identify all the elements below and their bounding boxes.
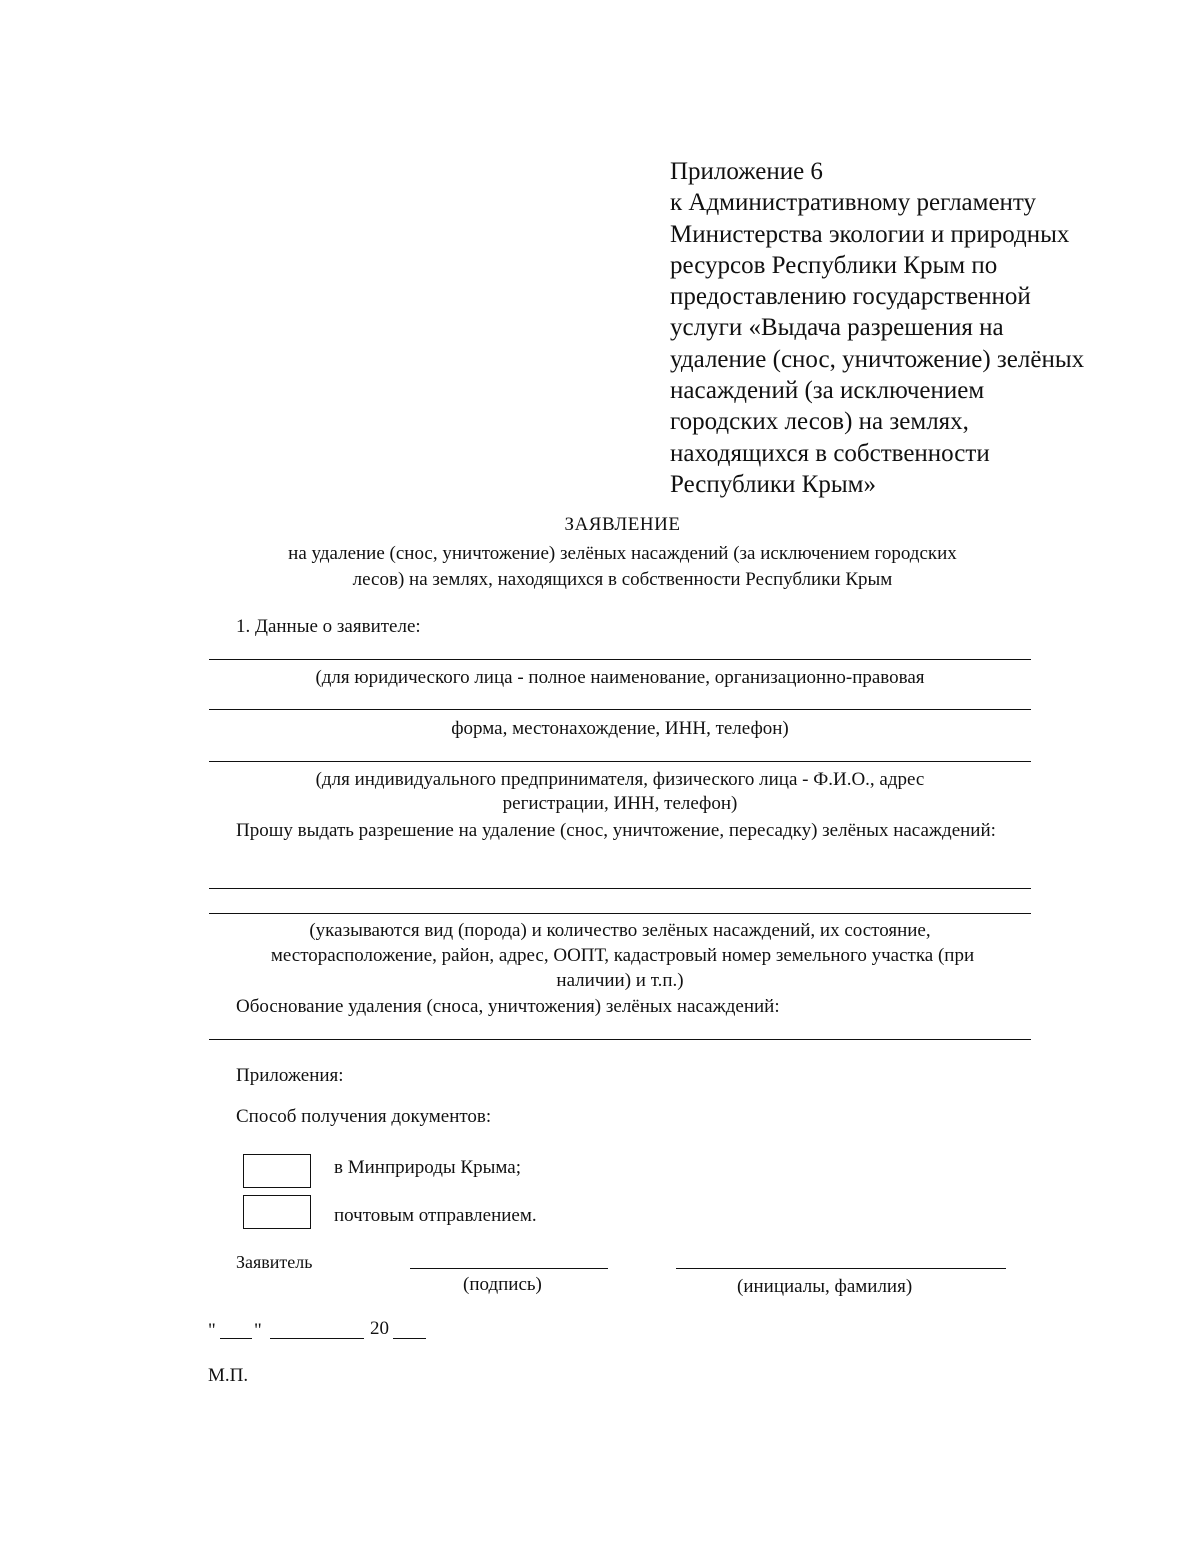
delivery-option-ministry: в Минприроды Крыма;	[334, 1157, 521, 1178]
annex-header	[670, 156, 1140, 500]
document-title: ЗАЯВЛЕНИЕ	[564, 514, 681, 535]
applicant-line-1[interactable]	[209, 659, 1031, 660]
annex-line: Министерства экологии и природных	[670, 220, 1070, 248]
applicant-legal-hint-2: форма, местонахождение, ИНН, телефон)	[451, 718, 789, 739]
applicant-individual-hint-2: регистрации, ИНН, телефон)	[502, 793, 738, 814]
date-year-line[interactable]	[393, 1338, 426, 1339]
document-subtitle-line-2: лесов) на землях, находящихся в собственности Республики Крым	[352, 569, 893, 590]
applicant-line-3[interactable]	[209, 761, 1031, 762]
applicant-line-2[interactable]	[209, 709, 1031, 710]
name-hint: (инициалы, фамилия)	[737, 1276, 913, 1297]
annex-line: услуги «Выдача разрешения на	[670, 314, 1004, 342]
delivery-checkbox-ministry[interactable]	[243, 1154, 311, 1188]
delivery-label: Способ получения документов:	[236, 1106, 492, 1127]
date-quote-close: "	[254, 1320, 262, 1341]
request-text	[209, 818, 1039, 843]
document-subtitle-line-1: на удаление (снос, уничтожение) зелёных насаждений (за исключением городских	[288, 543, 957, 564]
request-line-2[interactable]	[209, 913, 1031, 914]
request-hint-3: наличии) и т.п.)	[556, 970, 684, 991]
annex-line: удаление (снос, уничтожение) зелёных	[670, 345, 1085, 373]
applicant-heading: 1. Данные о заявителе:	[236, 616, 421, 637]
signature-hint: (подпись)	[463, 1274, 542, 1295]
stamp-place-label: М.П.	[208, 1365, 249, 1386]
date-day-line[interactable]	[220, 1338, 252, 1339]
applicant-individual-hint-1: (для индивидуального предпринимателя, физического лица - Ф.И.О., адрес	[315, 769, 925, 790]
date-month-line[interactable]	[270, 1338, 364, 1339]
signature-line[interactable]	[410, 1268, 608, 1269]
request-text-content: Прошу выдать разрешение на удаление (снос, уничтожение, пересадку) зелёных насаждений:	[236, 820, 996, 841]
attachments-label: Приложения:	[236, 1065, 344, 1086]
annex-line: Приложение 6	[670, 158, 823, 185]
delivery-option-post: почтовым отправлением.	[334, 1205, 537, 1226]
annex-line: находящихся в собственности	[670, 439, 990, 467]
annex-line: насаждений (за исключением	[670, 377, 985, 405]
applicant-legal-hint-1: (для юридического лица - полное наименование, организационно-правовая	[315, 667, 925, 688]
annex-line: ресурсов Республики Крым по	[670, 251, 998, 279]
delivery-checkbox-post[interactable]	[243, 1195, 311, 1229]
annex-line: городских лесов) на землях,	[670, 408, 969, 436]
date-quote-open: "	[208, 1320, 216, 1341]
applicant-signature-label: Заявитель	[236, 1252, 313, 1272]
date-year-prefix: 20	[370, 1318, 389, 1339]
name-line[interactable]	[676, 1268, 1006, 1269]
annex-line: предоставлению государственной	[670, 283, 1031, 311]
justification-line[interactable]	[209, 1039, 1031, 1040]
request-hint-1: (указываются вид (порода) и количество зелёных насаждений, их состояние,	[309, 920, 931, 941]
justification-label: Обоснование удаления (сноса, уничтожения) зелёных насаждений:	[236, 996, 780, 1017]
request-hint-2: месторасположение, район, адрес, ООПТ, кадастровый номер земельного участка (при	[270, 945, 975, 966]
annex-line: Республики Крым»	[670, 470, 876, 498]
annex-line: к Административному регламенту	[670, 189, 1037, 217]
request-line-1[interactable]	[209, 888, 1031, 889]
